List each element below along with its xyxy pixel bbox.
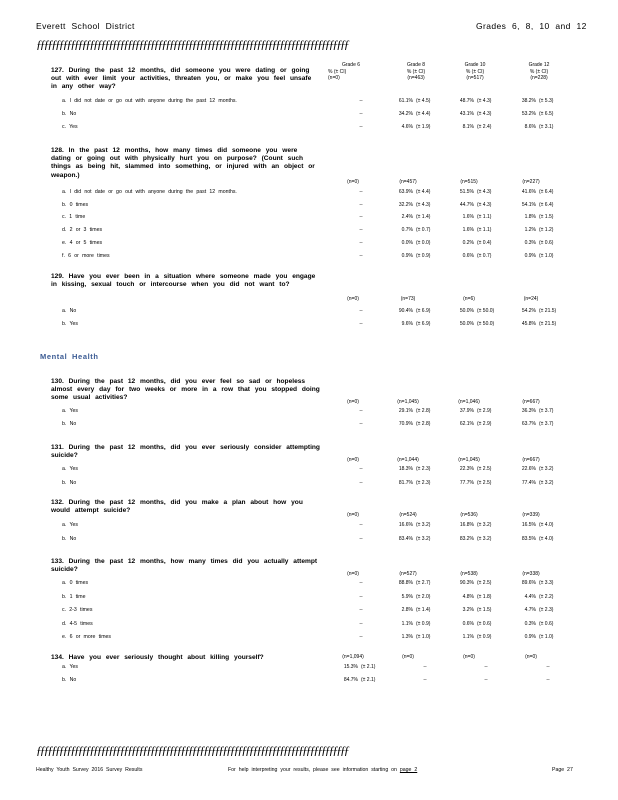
percent-value: 1.6%: [462, 227, 474, 234]
answer-option: a. Yes: [62, 522, 78, 528]
no-data-value: --: [359, 480, 363, 486]
percent-value: 43.1%: [459, 111, 474, 117]
confidence-interval: (± 2.9): [477, 408, 492, 414]
percent-value: 77.4%: [521, 480, 536, 486]
confidence-interval: (± 1.0): [539, 252, 554, 259]
confidence-interval: (± 21.5): [539, 308, 557, 314]
sample-size: (n=667): [522, 457, 540, 463]
percent-value: 41.6%: [521, 189, 536, 195]
percent-value: 0.7%: [401, 227, 413, 234]
confidence-interval: (± 0.9): [477, 634, 492, 640]
no-data-value: --: [359, 98, 363, 104]
percent-value: 61.1%: [398, 98, 413, 104]
percent-value: 0.6%: [462, 620, 474, 627]
percent-value: 5.9%: [401, 593, 413, 600]
confidence-interval: (± 1.0): [416, 634, 431, 640]
confidence-interval: (± 3.2): [416, 536, 431, 542]
confidence-interval: (± 0.9): [416, 620, 431, 627]
confidence-interval: (± 4.0): [539, 536, 554, 542]
no-data-value: --: [359, 227, 363, 234]
answer-option: a. I did not date or go out with anyone during the past 12 months.: [62, 98, 237, 104]
grades-label: Grades 6, 8, 10 and 12: [476, 21, 587, 31]
column-metric: % (± CI): [328, 68, 347, 75]
confidence-interval: (± 2.8): [416, 421, 431, 427]
no-data-value: --: [359, 593, 363, 600]
confidence-interval: (± 1.8): [477, 593, 492, 600]
confidence-interval: (± 0.7): [477, 252, 492, 259]
no-data-value: --: [484, 664, 488, 670]
confidence-interval: (± 5.3): [539, 98, 554, 104]
percent-value: 9.6%: [401, 321, 413, 327]
no-data-value: --: [359, 522, 363, 528]
no-data-value: --: [359, 408, 363, 414]
percent-value: 51.5%: [459, 189, 474, 195]
question-text: 130. During the past 12 months, did you ever feel so sad or hopeless almost every day for two weeks or more in a row that you stopped doing some usual activities?: [51, 378, 320, 402]
no-data-value: --: [359, 634, 363, 640]
confidence-interval: (± 2.5): [477, 580, 492, 586]
percent-value: 38.2%: [521, 98, 536, 104]
answer-option: b. No: [62, 677, 77, 683]
column-n: (n=517): [466, 75, 484, 81]
sample-size: (n=1,094): [342, 654, 364, 660]
percent-value: 3.2%: [462, 607, 474, 613]
confidence-interval: (± 3.1): [539, 124, 554, 130]
percent-value: 29.1%: [398, 408, 413, 414]
percent-value: 63.9%: [398, 189, 413, 195]
confidence-interval: (± 0.9): [416, 252, 431, 259]
question-text: 133. During the past 12 months, how many times did you actually attempt suicide?: [51, 558, 318, 574]
footer-page-link[interactable]: page 2: [399, 767, 418, 773]
sample-size: (n=0): [347, 296, 359, 302]
answer-option: a. 0 times: [62, 580, 89, 586]
no-data-value: --: [359, 321, 363, 327]
percent-value: 88.8%: [398, 580, 413, 586]
column-metric: % (± CI): [406, 68, 426, 75]
percent-value: 63.7%: [521, 421, 536, 427]
percent-value: 18.3%: [398, 466, 413, 472]
column-header-grade-6: [320, 62, 382, 82]
confidence-interval: (± 2.2): [539, 593, 554, 600]
no-data-value: --: [359, 111, 363, 117]
question-text: 132. During the past 12 months, did you make a plan about how you would attempt suicide?: [51, 499, 303, 515]
confidence-interval: (± 4.4): [416, 189, 431, 195]
percent-value: 0.6%: [462, 252, 474, 259]
no-data-value: --: [423, 664, 427, 670]
answer-option: e. 4 or 5 times: [62, 239, 103, 246]
percent-value: 16.6%: [398, 522, 413, 528]
answer-option: b. No: [62, 536, 77, 542]
confidence-interval: (± 0.6): [539, 620, 554, 627]
sample-size: (n=0): [347, 179, 359, 185]
header-rule: ƒƒƒƒƒƒƒƒƒƒƒƒƒƒƒƒƒƒƒƒƒƒƒƒƒƒƒƒƒƒƒƒƒƒƒƒƒƒƒƒƒƒƒƒƒƒƒƒƒƒƒƒƒƒƒƒƒƒƒƒƒƒƒƒƒƒƒƒƒƒƒƒƒƒƒƒƒƒƒƒƒƒ: [36, 38, 348, 50]
answer-option: a. No: [62, 308, 77, 314]
percent-value: 0.0%: [401, 239, 413, 246]
percent-value: 15.3%: [343, 664, 358, 670]
percent-value: 4.6%: [401, 124, 413, 130]
confidence-interval: (± 2.1): [361, 677, 376, 683]
percent-value: 36.3%: [521, 408, 536, 414]
sample-size: (n=667): [522, 399, 540, 405]
confidence-interval: (± 3.7): [539, 408, 554, 414]
no-data-value: --: [359, 620, 363, 627]
percent-value: 8.1%: [462, 124, 474, 130]
confidence-interval: (± 1.0): [539, 634, 554, 640]
confidence-interval: (± 1.1): [477, 214, 492, 221]
no-data-value: --: [359, 239, 363, 246]
section-heading-mental-health: Mental Health: [40, 352, 99, 361]
sample-size: (n=227): [522, 179, 540, 185]
no-data-value: --: [359, 421, 363, 427]
percent-value: 0.2%: [462, 239, 474, 246]
question-text: 131. During the past 12 months, did you ever seriously consider attempting suicide?: [51, 444, 320, 460]
answer-option: c. Yes: [62, 124, 78, 130]
confidence-interval: (± 1.5): [539, 214, 554, 221]
percent-value: 84.7%: [343, 677, 358, 683]
sample-size: (n=339): [522, 512, 540, 518]
no-data-value: --: [359, 189, 363, 195]
percent-value: 54.2%: [521, 308, 536, 314]
confidence-interval: (± 6.9): [416, 308, 431, 314]
confidence-interval: (± 3.2): [416, 522, 431, 528]
confidence-interval: (± 2.4): [477, 124, 492, 130]
confidence-interval: (± 4.3): [477, 189, 492, 195]
confidence-interval: (± 3.2): [539, 480, 554, 486]
confidence-interval: (± 2.8): [416, 408, 431, 414]
percent-value: 44.7%: [459, 201, 474, 208]
confidence-interval: (± 3.7): [539, 421, 554, 427]
percent-value: 16.5%: [521, 522, 536, 528]
answer-option: b. 0 times: [62, 201, 89, 208]
sample-size: (n=0): [525, 654, 537, 660]
confidence-interval: (± 21.5): [539, 321, 557, 327]
confidence-interval: (± 2.1): [361, 664, 376, 670]
sample-size: (n=1,045): [397, 399, 419, 405]
percent-value: 1.6%: [462, 214, 474, 221]
sample-size: (n=457): [399, 179, 417, 185]
percent-value: 0.9%: [524, 252, 536, 259]
percent-value: 1.2%: [524, 227, 536, 234]
confidence-interval: (± 6.4): [539, 201, 554, 208]
percent-value: 90.4%: [398, 308, 413, 314]
no-data-value: --: [359, 466, 363, 472]
footer-page-number: Page 27: [552, 767, 573, 773]
percent-value: 83.2%: [459, 536, 474, 542]
sample-size: (n=0): [463, 654, 475, 660]
confidence-interval: (± 1.4): [416, 214, 431, 221]
answer-option: d. 2 or 3 times: [62, 227, 103, 234]
sample-size: (n=0): [347, 399, 359, 405]
percent-value: 22.3%: [459, 466, 474, 472]
percent-value: 90.3%: [459, 580, 474, 586]
confidence-interval: (± 0.4): [477, 239, 492, 246]
confidence-interval: (± 1.1): [477, 227, 492, 234]
answer-option: a. Yes: [62, 408, 78, 414]
sample-size: (n=1,046): [458, 399, 480, 405]
answer-option: a. Yes: [62, 466, 78, 472]
percent-value: 54.1%: [521, 201, 536, 208]
sample-size: (n=0): [347, 512, 359, 518]
column-n: (n=228): [530, 75, 548, 81]
percent-value: 62.1%: [459, 421, 474, 427]
percent-value: 4.4%: [524, 593, 536, 600]
answer-option: f. 6 or more times: [62, 252, 110, 259]
column-n: (n=0): [328, 75, 340, 81]
sample-size: (n=524): [399, 512, 417, 518]
column-header-grade-12: [508, 62, 570, 82]
confidence-interval: (± 50.0): [477, 308, 495, 314]
sample-size: (n=1,045): [458, 457, 480, 463]
confidence-interval: (± 50.0): [477, 321, 495, 327]
sample-size: (n=0): [347, 571, 359, 577]
no-data-value: --: [359, 124, 363, 130]
percent-value: 45.8%: [521, 321, 536, 327]
percent-value: 77.7%: [459, 480, 474, 486]
confidence-interval: (± 2.5): [477, 466, 492, 472]
question-text: 129. Have you ever been in a situation where someone made you engage in kissing, sexual touch or intercourse when you did not want to?: [51, 273, 316, 289]
confidence-interval: (± 2.3): [416, 466, 431, 472]
confidence-interval: (± 1.2): [539, 227, 554, 234]
answer-option: a. Yes: [62, 664, 78, 670]
answer-option: a. I did not date or go out with anyone during the past 12 months.: [62, 189, 237, 195]
percent-value: 4.7%: [524, 607, 536, 613]
no-data-value: --: [546, 664, 550, 670]
percent-value: 0.9%: [524, 634, 536, 640]
percent-value: 22.6%: [521, 466, 536, 472]
answer-option: b. 1 time: [62, 593, 86, 600]
answer-option: b. Yes: [62, 321, 78, 327]
confidence-interval: (± 1.4): [416, 607, 431, 613]
no-data-value: --: [359, 308, 363, 314]
footer-help-prefix: For help interpreting your results, please see information starting on: [228, 767, 397, 773]
no-data-value: --: [359, 607, 363, 613]
sample-size: (n=527): [399, 571, 417, 577]
question-text: 127. During the past 12 months, did someone you were dating or going out with ever limit your activities, threaten you, or make you feel unsafe in any other way?: [51, 67, 312, 91]
column-n: (n=463): [407, 75, 425, 81]
no-data-value: --: [484, 677, 488, 683]
confidence-interval: (± 4.3): [477, 201, 492, 208]
column-grade: Grade 12: [528, 62, 550, 68]
percent-value: 83.4%: [398, 536, 413, 542]
sample-size: (n=515): [460, 179, 478, 185]
answer-option: d. 4-5 times: [62, 620, 93, 627]
percent-value: 8.6%: [524, 124, 536, 130]
confidence-interval: (± 4.4): [416, 111, 431, 117]
sample-size: (n=6): [463, 296, 475, 302]
percent-value: 1.3%: [401, 634, 413, 640]
column-header-grade-8: [385, 62, 447, 82]
footer-rule: ƒƒƒƒƒƒƒƒƒƒƒƒƒƒƒƒƒƒƒƒƒƒƒƒƒƒƒƒƒƒƒƒƒƒƒƒƒƒƒƒƒƒƒƒƒƒƒƒƒƒƒƒƒƒƒƒƒƒƒƒƒƒƒƒƒƒƒƒƒƒƒƒƒƒƒƒƒƒƒƒƒƒ: [36, 744, 348, 756]
confidence-interval: (± 4.0): [539, 522, 554, 528]
confidence-interval: (± 3.2): [477, 536, 492, 542]
sample-size: (n=0): [402, 654, 414, 660]
confidence-interval: (± 6.9): [416, 321, 431, 327]
answer-option: c. 1 time: [62, 214, 86, 221]
footer-survey-name: Healthy Youth Survey 2016 Survey Results: [36, 767, 143, 773]
percent-value: 1.1%: [401, 620, 413, 627]
percent-value: 53.2%: [521, 111, 536, 117]
percent-value: 37.9%: [459, 408, 474, 414]
no-data-value: --: [359, 536, 363, 542]
confidence-interval: (± 0.6): [477, 620, 492, 627]
confidence-interval: (± 1.9): [416, 124, 431, 130]
column-header-grade-10: [444, 62, 506, 82]
footer-help-text: [228, 767, 417, 773]
percent-value: 2.8%: [401, 607, 413, 613]
percent-value: 81.7%: [398, 480, 413, 486]
confidence-interval: (± 3.3): [539, 580, 554, 586]
confidence-interval: (± 2.5): [477, 480, 492, 486]
percent-value: 16.8%: [459, 522, 474, 528]
percent-value: 4.8%: [462, 593, 474, 600]
sample-size: (n=338): [522, 571, 540, 577]
sample-size: (n=538): [460, 571, 478, 577]
confidence-interval: (± 3.2): [539, 466, 554, 472]
no-data-value: --: [359, 252, 363, 259]
district-name: Everett School District: [36, 21, 135, 31]
percent-value: 0.3%: [524, 239, 536, 246]
no-data-value: --: [359, 214, 363, 221]
percent-value: 1.8%: [524, 214, 536, 221]
confidence-interval: (± 4.3): [416, 201, 431, 208]
percent-value: 34.2%: [398, 111, 413, 117]
no-data-value: --: [359, 580, 363, 586]
column-metric: % (± CI): [465, 68, 485, 75]
column-grade: Grade 8: [406, 62, 426, 68]
percent-value: 50.0%: [459, 308, 474, 314]
percent-value: 89.6%: [521, 580, 536, 586]
answer-option: b. No: [62, 480, 77, 486]
percent-value: 32.2%: [398, 201, 413, 208]
confidence-interval: (± 6.5): [539, 111, 554, 117]
sample-size: (n=73): [400, 296, 416, 302]
no-data-value: --: [359, 201, 363, 208]
confidence-interval: (± 4.5): [416, 98, 431, 104]
confidence-interval: (± 0.7): [416, 227, 431, 234]
confidence-interval: (± 0.0): [416, 239, 431, 246]
confidence-interval: (± 4.3): [477, 98, 492, 104]
answer-option: b. No: [62, 111, 77, 117]
confidence-interval: (± 2.9): [477, 421, 492, 427]
confidence-interval: (± 1.5): [477, 607, 492, 613]
answer-option: c. 2-3 times: [62, 607, 93, 613]
column-metric: % (± CI): [529, 68, 549, 75]
percent-value: 2.4%: [401, 214, 413, 221]
sample-size: (n=536): [460, 512, 478, 518]
confidence-interval: (± 2.3): [416, 480, 431, 486]
sample-size: (n=1,044): [397, 457, 419, 463]
column-grade: Grade 10: [464, 62, 486, 68]
percent-value: 0.9%: [401, 252, 413, 259]
question-text: 128. In the past 12 months, how many times did someone you were dating or going out with physically hurt you on purpose? (Count such things as being hit, slammed into something, or injured with an object or weapon.): [51, 147, 315, 179]
answer-option: e. 6 or more times: [62, 634, 112, 640]
percent-value: 1.1%: [462, 634, 474, 640]
sample-size: (n=24): [523, 296, 539, 302]
column-grade: Grade 6: [341, 62, 361, 68]
no-data-value: --: [423, 677, 427, 683]
confidence-interval: (± 3.2): [477, 522, 492, 528]
confidence-interval: (± 2.0): [416, 593, 431, 600]
question-text: 134. Have you ever seriously thought about killing yourself?: [51, 654, 264, 661]
percent-value: 70.9%: [398, 421, 413, 427]
answer-option: b. No: [62, 421, 77, 427]
confidence-interval: (± 2.3): [539, 607, 554, 613]
confidence-interval: (± 6.4): [539, 189, 554, 195]
sample-size: (n=0): [347, 457, 359, 463]
confidence-interval: (± 2.7): [416, 580, 431, 586]
percent-value: 48.7%: [459, 98, 474, 104]
confidence-interval: (± 4.3): [477, 111, 492, 117]
percent-value: 83.5%: [521, 536, 536, 542]
confidence-interval: (± 0.6): [539, 239, 554, 246]
no-data-value: --: [546, 677, 550, 683]
percent-value: 50.0%: [459, 321, 474, 327]
percent-value: 0.3%: [524, 620, 536, 627]
